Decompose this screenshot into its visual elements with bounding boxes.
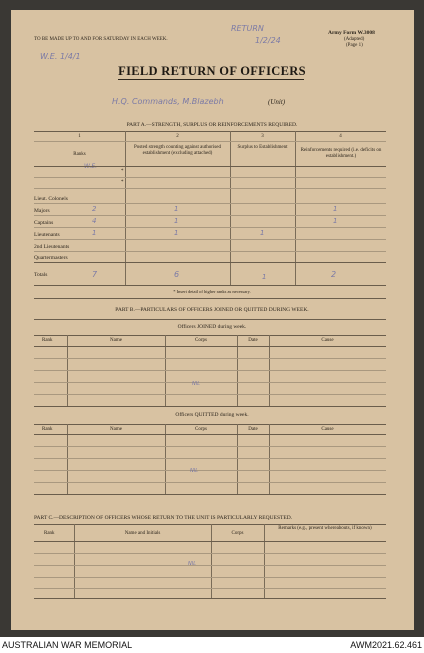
unit-handwritten: H.Q. Commands, M.Blazebh <box>112 97 224 106</box>
total-col1: 7 <box>92 270 98 279</box>
joined-bottom-rule <box>34 406 386 407</box>
form-page: (Page 1) <box>346 43 363 48</box>
asterisk-row-1: * <box>121 169 124 174</box>
col-header-posted-strength: Posted strength counting against authorised establishment (excluding attached) <box>134 145 221 156</box>
mark-captains-col2: 1 <box>174 217 179 225</box>
form-number: Army Form W.3008 <box>328 30 375 36</box>
joined-header-bottom <box>34 346 386 347</box>
part-c-row-rule-1 <box>34 553 386 554</box>
part-a-footnote-rule <box>34 298 386 299</box>
joined-col-rank: Rank <box>42 338 53 343</box>
col-number-rule <box>34 141 386 142</box>
col-number-4: 4 <box>339 134 342 139</box>
blank-row-rule-1 <box>34 177 386 178</box>
col-header-ranks: Ranks <box>73 152 86 157</box>
rank-row-rule-1 <box>34 203 386 204</box>
quitted-row-rule-1 <box>34 446 386 447</box>
archive-name: AUSTRALIAN WAR MEMORIAL <box>2 640 133 650</box>
archive-accession-number: AWM2021.62.461 <box>350 640 422 650</box>
quitted-header-bottom <box>34 434 386 435</box>
quitted-col-date: Date <box>248 427 258 432</box>
mark-captains-col4: 1 <box>333 217 338 225</box>
part-c-col-name: Name and Initials <box>124 531 161 536</box>
mark-lieutenants-col2: 1 <box>174 229 179 237</box>
part-c-row-rule-3 <box>34 577 386 578</box>
joined-row-rule-3 <box>34 382 386 383</box>
rank-2nd-lieutenants: 2nd Lieutenants <box>34 244 70 250</box>
rank-row-rule-2 <box>34 215 386 216</box>
total-col4: 2 <box>331 270 337 279</box>
asterisk-row-2: * <box>121 180 124 185</box>
blank-row-rule-2 <box>34 188 386 189</box>
document-title: FIELD RETURN OF OFFICERS <box>118 64 306 78</box>
mark-majors-col4: 1 <box>333 205 338 213</box>
quitted-title: Officers QUITTED during week. <box>175 412 249 418</box>
form-adapted: (Adapted) <box>344 37 365 42</box>
rank-lieut-colonels: Lieut. Colonels <box>34 196 68 202</box>
handwritten-date: 1/2/24 <box>255 36 281 45</box>
joined-title: Officers JOINED during week. <box>177 324 247 330</box>
col-number-2: 2 <box>176 134 179 139</box>
part-c-col-corps: Corps <box>231 531 244 536</box>
mark-lieutenants-col1: 1 <box>92 229 97 237</box>
col-header-reinforcements: Reinforcements required (i.e. deficits on establishment.) <box>300 148 382 159</box>
totals-top-rule <box>34 262 386 263</box>
part-a-footnote: * Insert detail of higher ranks as necessary. <box>173 289 251 294</box>
part-c-bottom-rule <box>34 598 386 599</box>
rank-row-rule-3 <box>34 227 386 228</box>
title-underline <box>118 79 304 80</box>
joined-col-name: Name <box>110 338 122 343</box>
joined-nil-mark: NIL <box>192 381 201 387</box>
part-c-col-remarks: Remarks (e.g., present whereabouts, if known) <box>278 526 372 531</box>
quitted-row-rule-3 <box>34 470 386 471</box>
quitted-col-corps: Corps <box>195 427 207 432</box>
part-c-divider-3 <box>264 524 265 598</box>
mark-majors-col2: 1 <box>174 205 179 213</box>
rank-row-rule-5 <box>34 251 386 252</box>
quitted-row-rule-2 <box>34 458 386 459</box>
rank-captains: Captains <box>34 220 54 226</box>
joined-row-rule-2 <box>34 370 386 371</box>
rank-row-rule-4 <box>34 239 386 240</box>
joined-col-corps: Corps <box>195 338 207 343</box>
archive-caption-bar <box>0 637 424 653</box>
part-a-header-rule <box>34 166 386 167</box>
col-header-surplus: Surplus to Establishment <box>237 145 288 150</box>
joined-header-top <box>34 335 386 336</box>
rank-majors: Majors <box>34 208 50 214</box>
quitted-header-top <box>34 424 386 425</box>
quitted-col-name: Name <box>110 427 122 432</box>
quitted-bottom-rule <box>34 494 386 495</box>
quitted-col-rank: Rank <box>42 427 53 432</box>
quitted-row-rule-4 <box>34 482 386 483</box>
part-b-heading: PART B.—PARTICULARS OF OFFICERS JOINED OR QUITTED DURING WEEK. <box>115 307 309 313</box>
part-a-bottom-rule <box>34 285 386 286</box>
part-c-header-top <box>34 524 386 525</box>
total-col3: 1 <box>262 273 267 281</box>
part-c-heading: PART C.—DESCRIPTION OF OFFICERS WHOSE RETURN TO THE UNIT IS PARTICULARLY REQUESTED. <box>34 515 293 521</box>
part-a-top-rule <box>34 131 386 132</box>
mark-lieutenants-col3: 1 <box>260 229 265 237</box>
part-b-top-rule <box>34 319 386 320</box>
part-c-header-bottom <box>34 541 386 542</box>
col-number-3: 3 <box>261 134 264 139</box>
rank-lieutenants: Lieutenants <box>34 232 60 238</box>
total-col2: 6 <box>174 270 180 279</box>
mark-captains-col1: 4 <box>92 217 97 225</box>
handwritten-return: RETURN <box>231 24 264 33</box>
form-instruction: TO BE MADE UP TO AND FOR SATURDAY IN EACH WEEK. <box>34 37 168 42</box>
part-c-col-rank: Rank <box>44 531 55 536</box>
part-a-heading: PART A.—STRENGTH, SURPLUS OR REINFORCEMENTS REQUIRED. <box>126 122 298 128</box>
handwritten-we-mark: W.E. <box>84 163 98 170</box>
joined-col-cause: Cause <box>321 338 334 343</box>
mark-majors-col1: 2 <box>92 205 97 213</box>
unit-label: (Unit) <box>268 98 286 106</box>
rank-quartermasters: Quartermasters <box>34 255 68 261</box>
joined-row-rule-1 <box>34 358 386 359</box>
part-c-nil-mark: NIL <box>188 561 197 567</box>
col-number-1: 1 <box>78 134 81 139</box>
totals-label: Totals <box>34 272 48 278</box>
joined-col-date: Date <box>248 338 258 343</box>
part-c-row-rule-4 <box>34 588 386 589</box>
quitted-nil-mark: NIL <box>190 468 199 474</box>
handwritten-week-ending: W.E. 1/4/1 <box>40 52 81 61</box>
joined-row-rule-4 <box>34 394 386 395</box>
quitted-col-cause: Cause <box>321 427 334 432</box>
part-c-row-rule-2 <box>34 565 386 566</box>
